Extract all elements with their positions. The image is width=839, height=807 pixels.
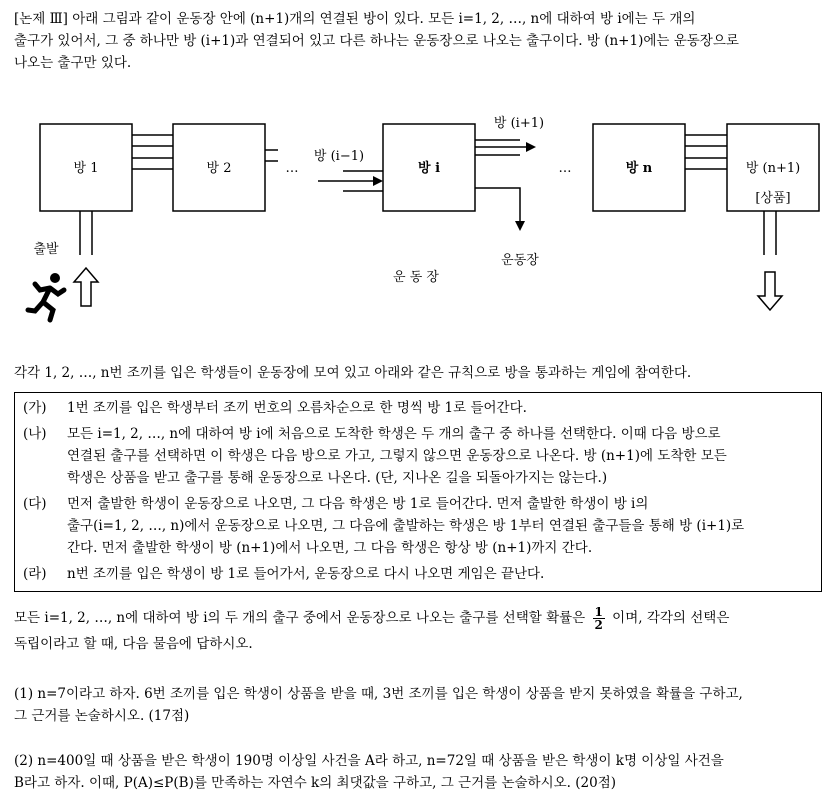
fraction-numerator: 1 [594,605,603,619]
rule-tag: (가) [23,400,47,416]
room-n-label: 방 n [625,161,653,176]
probability-statement [14,605,826,657]
rooms-diagram [0,100,839,335]
probability-line-2: 독립이라고 할 때, 다음 물음에 답하시오. [14,636,253,652]
question-2-line-2: B라고 하자. 이때, P(A)≤P(B)를 만족하는 자연수 k의 최댓값을 구하고, 그 근거를 논술하시오. (20점) [14,775,616,791]
start-label: 출발 [33,242,59,257]
next-room-label: 방 (i+1) [493,116,545,131]
room-i-label: 방 i [417,161,441,176]
rule-line: 먼저 출발한 학생이 운동장으로 나오면, 그 다음 학생은 방 1로 들어간다. 먼저 출발한 학생이 방 i의 [67,496,649,512]
question-1 [14,683,826,727]
room-1-label: 방 1 [73,161,99,176]
rules-box [14,392,822,592]
rule-tag: (다) [23,496,47,512]
field-small-label: 운동장 [501,253,539,268]
intro-line-3: 나오는 출구만 있다. [14,55,132,71]
intro-line-1: [논제 Ⅲ] 아래 그림과 같이 운동장 안에 (n+1)개의 연결된 방이 있다. 모든 i=1, 2, …, n에 대하여 방 i에는 두 개의 [14,11,696,27]
question-1-line-2: 그 근거를 논술하시오. (17점) [14,708,190,724]
lead-sentence: 각각 1, 2, …, n번 조끼를 입은 학생들이 운동장에 모여 있고 아래와 같은 규칙으로 방을 통과하는 게임에 참여한다. [14,365,692,381]
probability-pre: 모든 i=1, 2, …, n에 대하여 방 i의 두 개의 출구 중에서 운동장으로 나오는 출구를 선택할 확률은 [14,610,586,626]
prev-room-label: 방 (i−1) [313,149,365,164]
field-label: 운 동 장 [393,270,439,285]
intro-paragraph [14,8,826,74]
question-1-line-1: (1) n=7이라고 하자. 6번 조끼를 입은 학생이 상품을 받을 때, 3번 조끼를 입은 학생이 상품을 받지 못하였을 확률을 구하고, [14,686,743,702]
rule-line: 학생은 상품을 받고 출구를 통해 운동장으로 나온다. (단, 지나온 길을 되돌아가지는 않는다.) [67,470,608,486]
question-2-line-1: (2) n=400일 때 상품을 받은 학생이 190명 이상일 사건을 A라 하고, n=72일 때 상품을 받은 학생이 k명 이상일 사건을 [14,753,724,769]
rule-line: 1번 조끼를 입은 학생부터 조끼 번호의 오름차순으로 한 명씩 방 1로 들어간다. [67,400,527,416]
rule-line: 연결된 출구를 선택하면 이 학생은 다음 방으로 가고, 그렇지 않으면 운동장으로 나온다. 방 (n+1)에 도착한 모든 [67,448,727,464]
rule-line: n번 조끼를 입은 학생이 방 1로 들어가서, 운동장으로 다시 나오면 게임은 끝난다. [67,566,545,582]
prize-label: [상품] [755,191,791,206]
ellipsis-left: … [285,161,299,176]
ellipsis-right: … [558,161,572,176]
rule-tag: (나) [23,426,47,442]
probability-post: 이며, 각각의 선택은 [612,610,730,626]
rule-line: 모든 i=1, 2, …, n에 대하여 방 i에 처음으로 도착한 학생은 두 개의 출구 중 하나를 선택한다. 이때 다음 방으로 [67,426,721,442]
room-n1-label: 방 (n+1) [745,161,801,176]
intro-line-2: 출구가 있어서, 그 중 하나만 방 (i+1)과 연결되어 있고 다른 하나는 운동장으로 나오는 출구이다. 방 (n+1)에는 운동장으로 [14,33,739,49]
half-fraction [593,606,605,631]
probability-line-1 [14,605,826,631]
rule-line: 간다. 먼저 출발한 학생이 방 (n+1)에서 나오면, 그 다음 학생은 항상 방 (n+1)까지 간다. [67,540,593,556]
room-2-label: 방 2 [206,161,232,176]
runner-icon [28,273,64,320]
rule-tag: (라) [23,566,47,582]
rule-line: 출구(i=1, 2, …, n)에서 운동장으로 나오면, 그 다음에 출발하는 학생은 방 1부터 연결된 출구들을 통해 방 (i+1)로 [67,518,745,534]
fraction-denominator: 2 [594,618,603,632]
question-2 [14,750,826,794]
